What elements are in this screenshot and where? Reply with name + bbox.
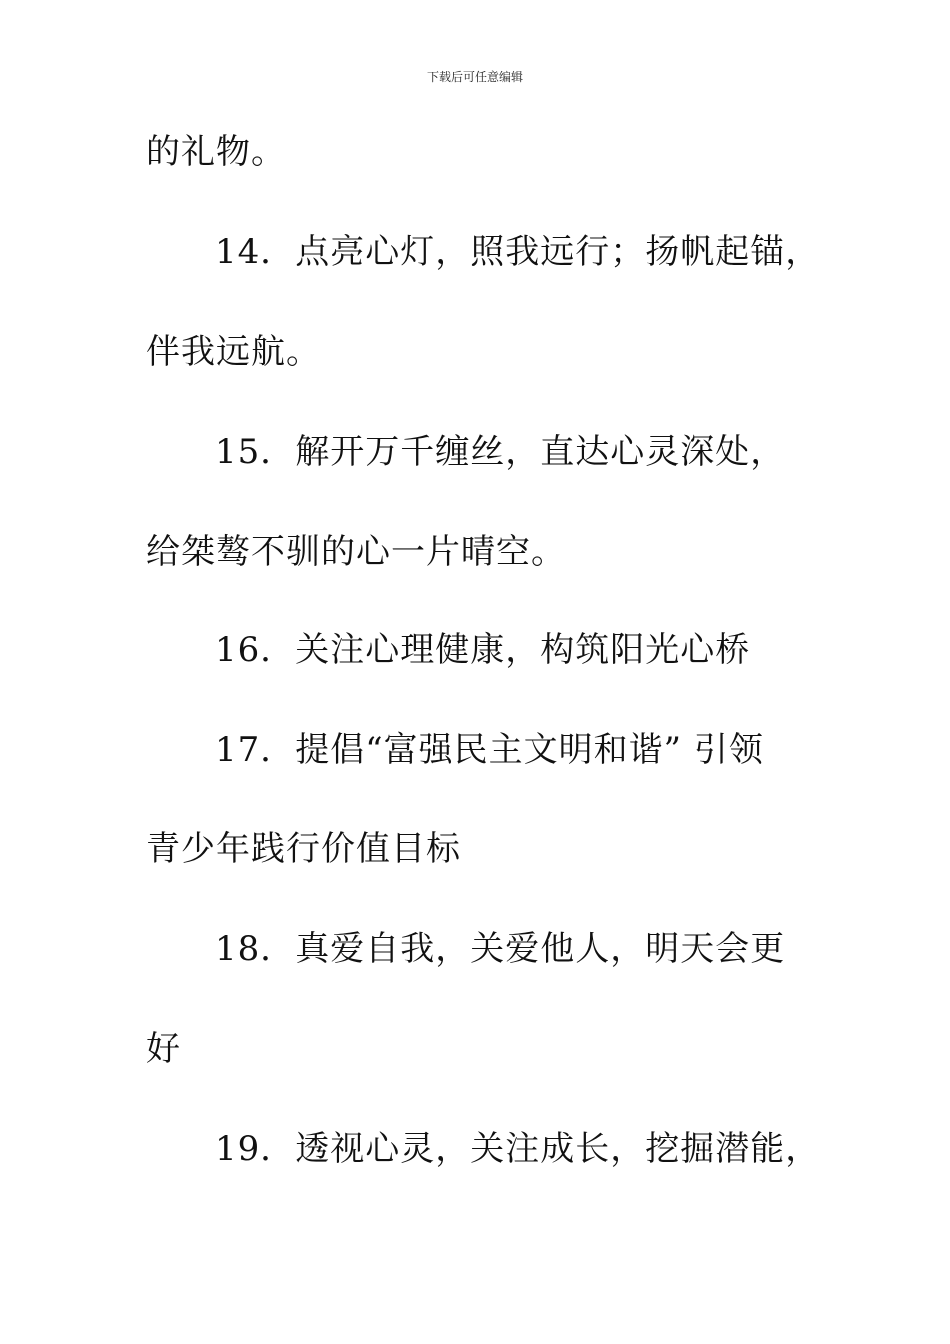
text-line-2: 14．点亮心灯，照我远行；扬帆起锚， — [215, 232, 821, 272]
page-header: 下载后可任意编辑 — [426, 70, 523, 84]
text-line-6: 16．关注心理健康，构筑阳光心桥 — [215, 630, 751, 670]
text-line-1: 的礼物。 — [146, 132, 286, 172]
text-line-7: 17．提倡“富强民主文明和谐” 引领 — [215, 730, 764, 770]
text-line-5: 给桀骜不驯的心一片晴空。 — [146, 532, 566, 572]
text-line-11: 19．透视心灵，关注成长，挖掘潜能， — [215, 1129, 821, 1169]
text-line-4: 15．解开万千缠丝，直达心灵深处， — [215, 432, 786, 472]
text-line-8: 青少年践行价值目标 — [146, 829, 461, 869]
text-line-10: 好 — [146, 1029, 181, 1069]
text-line-9: 18．真爱自我，关爱他人，明天会更 — [215, 929, 786, 969]
text-line-3: 伴我远航。 — [146, 332, 321, 372]
